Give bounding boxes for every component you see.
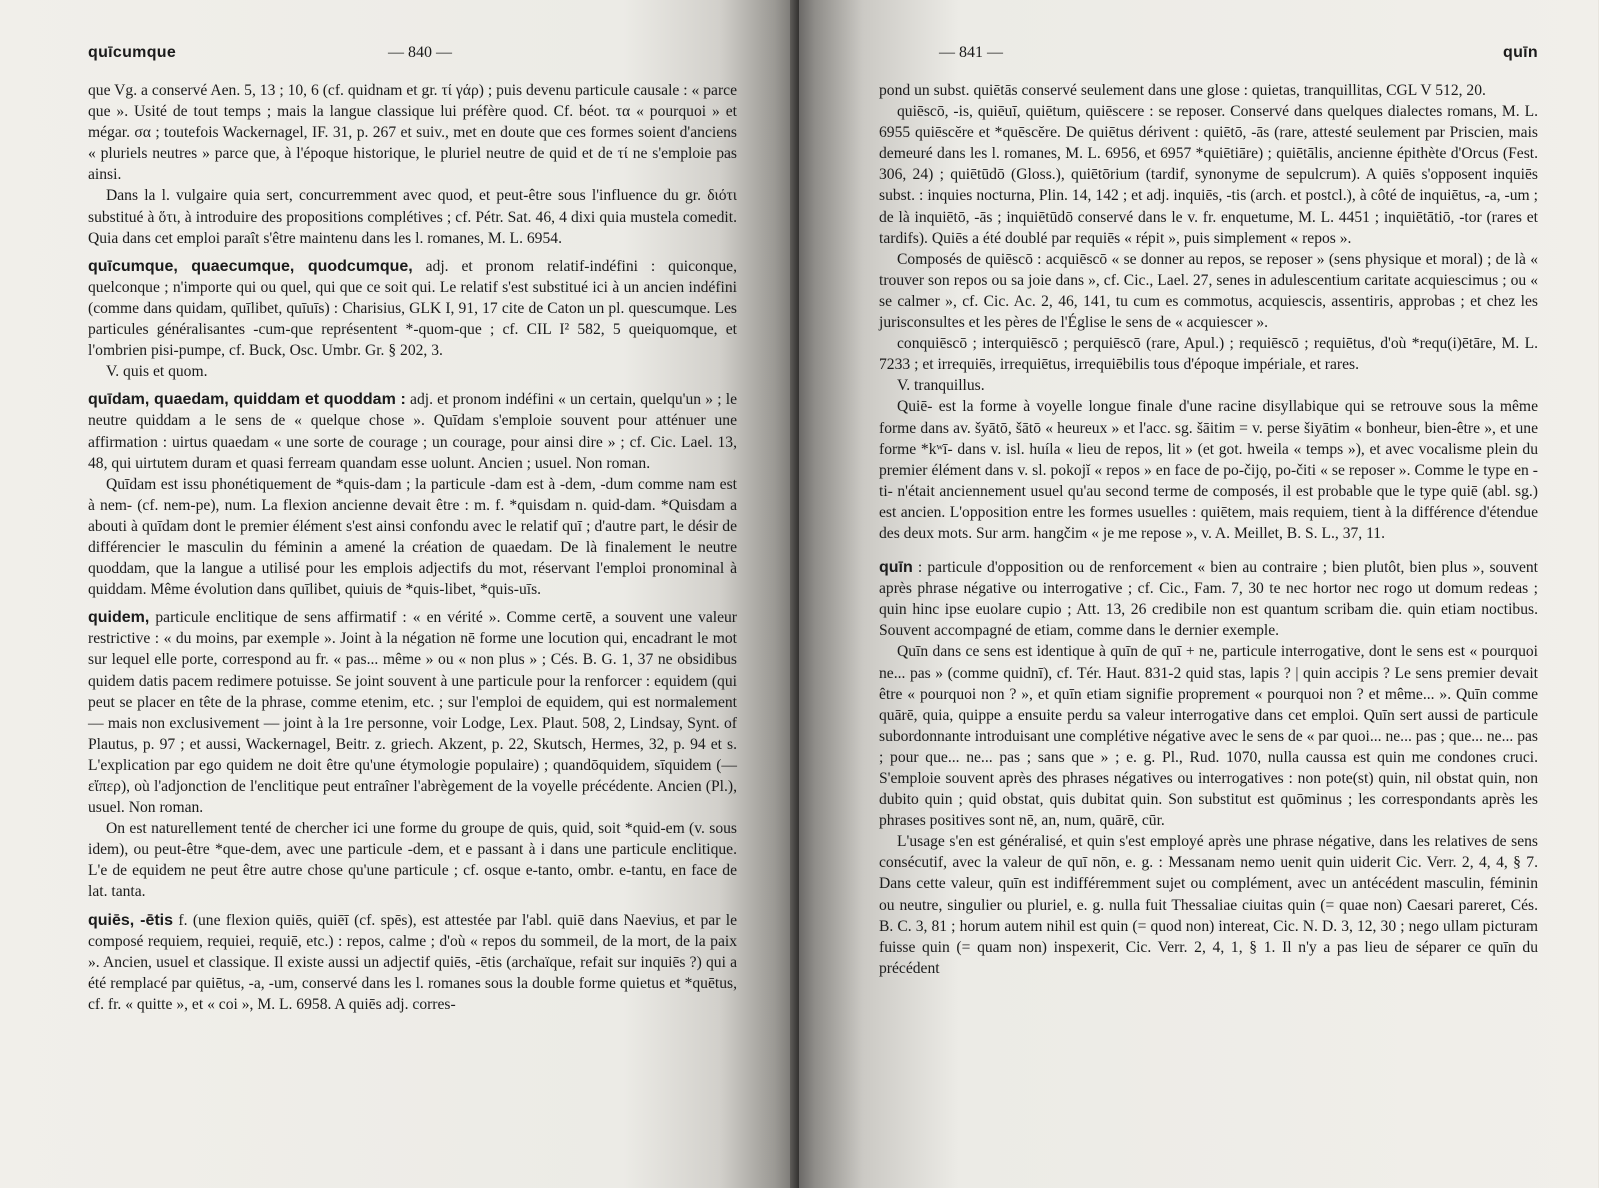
entry-lemma: quiēs, -ētis (88, 911, 174, 929)
right-running-head: quīn (1503, 44, 1538, 61)
paragraph-text: V. tranquillus. (897, 377, 985, 395)
dictionary-entry (88, 389, 737, 473)
paragraph (879, 333, 1538, 375)
entry-text: : particule d'opposition ou de renforcement « bien au contraire ; bien plutôt, bien plus », souvent après phrase négative ou interrogative ; cf. Cic., Fam. 7, 30 te nec hortor nec rogo ut domum redeas ; quin hinc ipse euolare cupio ; Att. 13, 26 credibile non est quantum scribam die. quin etiam noctibus. Souvent accompagné de etiam, comme dans le dernier exemple. (879, 559, 1538, 640)
paragraph-text: V. quis et quom. (106, 363, 208, 381)
left-header (88, 44, 737, 80)
paragraph (88, 361, 737, 382)
paragraph (879, 831, 1538, 979)
entry-lemma: quīn (879, 559, 913, 577)
paragraph (879, 375, 1538, 396)
right-header (879, 44, 1538, 80)
paragraph-text: quiēscō, -is, quiēuī, quiētum, quiēscere : se reposer. Conservé dans quelques dialectes romans, M. L. 6955 quiēscĕre et *quēscĕre. De quiētus dérivent : quiētō, -ās (rare, attesté seulement par Priscien, mais demeuré dans les l. romanes, M. L. 6956, et 6957 *quiētiāre) ; quiētālis, ancienne épithète d'Orcus (Fest. 306, 24) ; quiētūdō (Gloss.), quiētōrium (tardif, synonyme de sepulcrum). A quiēs s'opposent inquiēs subst. : inquies nocturna, Plin. 14, 142 ; et adj. inquiēs, -tis (arch. et postcl.), à côté de inquiētus, -a, -um ; de là inquiētō, -ās ; inquiētūdō conservé dans le v. fr. enquetume, M. L. 4451 ; inquiētātiō, -tor (rares et tardifs). Quiēs a été doublé par requiēs « répit », puis simplement « repos ». (879, 103, 1538, 247)
dictionary-entry (879, 557, 1538, 641)
entry-lemma: quidem, (88, 609, 150, 627)
paragraph-text: Dans la l. vulgaire quia sert, concurremment avec quod, et peut-être sous l'influence du gr. διότι substitué à ὅτι, à introduire des propositions complétives ; cf. Pétr. Sat. 46, 4 dixi quia mustela comedit. Quia dans cet emploi paraît s'être maintenu dans les l. romanes, M. L. 6954. (88, 187, 737, 247)
paragraph (879, 641, 1538, 831)
paragraph-text: conquiēscō ; interquiēscō ; perquiēscō (rare, Apul.) ; requiēscō ; requiētus, d'où *requ(i)ētāre, M. L. 7233 ; et irrequiēs, irrequiētus, irrequiēbilis tous d'époque impériale, et rares. (879, 335, 1538, 374)
paragraph (879, 101, 1538, 249)
left-running-head: quīcumque (88, 44, 177, 61)
entry-text: adj. et pronom relatif-indéfini : quiconque, quelconque ; n'importe qui ou quel, qui que ce soit qui. Le relatif s'est substitué ici à un ancien indéfini (comme dans quidam, quīlibet, quīuīs) : Charisius, GLK I, 91, 17 cite de Caton un pl. quescumque. Les particules généralisantes -cum-que représentent *-quom-que ; cf. CIL I² 582, 5 queiquomque, et l'ombrien pisi-pumpe, cf. Buck, Osc. Umbr. Gr. § 202, 3. (88, 257, 737, 360)
dictionary-entry (88, 607, 737, 818)
paragraph-text: Quiē- est la forme à voyelle longue finale d'une racine disyllabique qui se retrouve sous la même forme dans av. šyātō, šātō « heureux » et l'acc. sg. šāitim = v. perse šiyātim « bonheur, bien-être », et une forme *kʷī- dans v. isl. huíla « lieu de repos, lit » (et got. hweila « temps »), et avec vocalisme plein du premier élément dans v. sl. pokojĭ « repos » en face de po-čijǫ, po-čiti « se reposer ». Comme le type en -ti- n'était anciennement usuel qu'au second terme de composés, il est probable que le type quiē (abl. sg.) est ancien. L'opposition entre les formes usuelles : quiētem, mais requiem, tient à la différence d'étendue des deux mots. Sur arm. hangčim « je me repose », v. A. Meillet, B. S. L., 37, 11. (879, 398, 1538, 542)
paragraph (88, 185, 737, 248)
right-body (879, 80, 1538, 979)
left-body (88, 80, 737, 1015)
right-page (799, 0, 1598, 1188)
dictionary-entry (88, 256, 737, 361)
right-page-number: — 841 — (939, 44, 1003, 61)
paragraph (879, 396, 1538, 544)
left-page-number: — 840 — (388, 44, 452, 61)
dictionary-entry (88, 910, 737, 1015)
paragraph-text: que Vg. a conservé Aen. 5, 13 ; 10, 6 (cf. quidnam et gr. τί γάρ) ; puis devenu particule causale : « parce que ». Usité de tout temps ; mais la langue classique lui préfère quod. Cf. béot. τα « pourquoi » et mégar. σα ; toutefois Wackernagel, IF. 31, p. 267 et suiv., met en doute que ces formes soient d'anciens « pluriels neutres » parce que, à l'époque historique, le pluriel neutre de quid et de τί ne s'emploie pas ainsi. (88, 82, 737, 184)
paragraph-text: On est naturellement tenté de chercher ici une forme du groupe de quis, quid, soit *quid-em (v. sous idem), ou peut-être *que-dem, avec une particule -dem, et e passant à i dans une particule enclitique. L'e de equidem ne peut être autre chose qu'une particule ; cf. osque e-tanto, ombr. e-tantu, en face de lat. tanta. (88, 820, 737, 901)
paragraph-text: Composés de quiēscō : acquiēscō « se donner au repos, se reposer » (sens physique et moral) ; de là « trouver son repos ou sa joie dans », cf. Cic., Lael. 27, senes in adulescentium caritate acquiescimus ; ou « se calmer », cf. Cic. Ac. 2, 46, 141, tu cum es commotus, acquiescis, assentiris, approbas ; et chez les jurisconsultes et les pères de l'Église le sens de « acquiescer ». (879, 250, 1538, 332)
paragraph (879, 249, 1538, 333)
paragraph-text: Quīn dans ce sens est identique à quīn de quī + ne, particule interrogative, dont le sens est « pourquoi ne... pas » (comme quidnī), cf. Tér. Haut. 831-2 quid stas, lapis ? | quin accipis ? Le sens premier devait être « pourquoi non ? », et quīn etiam signifie proprement « pourquoi non ? et même... ». Quīn comme quārē, quia, quippe a ensuite perdu sa valeur interrogative dans cet emploi. Quīn sert aussi de particule subordonnante introduisant une complétive négative avec le sens de « par quoi... ne... pas ; que... ne... pas ; pour que... ne... pas ; sans que » ; e. g. Pl., Rud. 1070, nulla caussa est quin me condones cruci. S'emploie souvent après des phrases négatives ou interrogatives : non pote(st) quin, nil obstat quin, non dubito quin ; quid obstat, quis dubitat quin. Son substitut est quōminus ; les correspondants après les phrases positives sont nē, an, num, quārē, cūr. (879, 643, 1538, 830)
entry-gap (879, 544, 1538, 550)
entry-lemma: quīdam, quaedam, quiddam et quoddam : (88, 391, 406, 409)
paragraph-text: pond un subst. quiētās conservé seulement dans une glose : quietas, tranquillitas, CGL V 512, 20. (879, 82, 1486, 99)
entry-text: particule enclitique de sens affirmatif : « en vérité ». Comme certē, a souvent une valeur restrictive : « du moins, par exemple ». Joint à la négation nē forme une locution qui, encadrant le mot sur lequel elle porte, correspond au fr. « pas... même » ou « non plus » ; Cés. B. G. 1, 37 ne obsidibus quidem datis pacem redimere potuisse. Se joint souvent à une particule pour la renforcer : equidem (qui peut se placer en tête de la phrase, comme etenim, etc. ; sur l'emploi de equidem, qui est normalement — mais non exclusivement — joint à la 1re personne, voir Lodge, Lex. Plaut. 508, 2, Lindsay, Synt. of Plautus, p. 97 ; et aussi, Wackernagel, Beitr. z. griech. Akzent, p. 22, Skutsch, Hermes, 32, p. 94 et s. L'explication par ego quidem ne doit être qu'une étymologie populaire) ; quandōquidem, sīquidem (— εἴπερ), où l'adjonction de l'enclitique peut entraîner l'abrègement de la voyelle précédente. Ancien (Pl.), usuel. Non roman. (88, 609, 737, 817)
paragraph (88, 474, 737, 601)
entry-text: adj. et pronom indéfini « un certain, quelqu'un » ; le neutre quiddam a le sens de « quelque chose ». Quīdam s'emploie souvent pour atténuer une affirmation : uirtus quaedam « une sorte de courage ; un courage, pour ainsi dire » ; cf. Cic. Lael. 13, 48, qui uirtutem duram et quasi ferream quandam esse uolunt. Ancien ; usuel. Non roman. (88, 391, 737, 472)
paragraph-text: Quīdam est issu phonétiquement de *quis-dam ; la particule -dam est à -dem, -dum comme nam est à nem- (cf. nem-pe), num. La flexion ancienne devait être : m. f. *quisdam n. quid-dam. *Quisdam a abouti à quīdam dont le premier élément s'est ainsi confondu avec le relatif quī ; d'autre part, le désir de différencier le masculin du féminin a amené la création de quaedam. De là finalement le neutre quoddam, que la langue a utilisé pour les emplois adjectifs du mot, réservant l'emploi pronominal à quiddam. Même évolution dans quīlibet, quiuis de *quis-libet, *quis-uīs. (88, 475, 737, 599)
left-page (0, 0, 799, 1188)
paragraph-text: L'usage s'en est généralisé, et quin s'est employé après une phrase négative, dans les relatives de sens consécutif, avec la valeur de quī nōn, e. g. : Messanam nemo uenit quin uiderit Cic. Verr. 2, 4, 4, § 7. Dans cette valeur, quīn est indifféremment sujet ou complément, avec un antécédent masculin, féminin ou neutre, singulier ou pluriel, e. g. nulla fuit Thessaliae ciuitas quin (= quae non) Caesari pareret, Cés. B. C. 3, 81 ; horum autem nihil est quin (= quod non) intereat, Cic. N. D. 3, 12, 30 ; nego ullam picturam fuisse quin (= quam non) inspexerit, Cic. Verr. 2, 4, 1, § 1. Il n'y a pas lieu de séparer ce quīn du précédent (879, 833, 1538, 977)
paragraph (879, 80, 1538, 101)
entry-text: f. (une flexion quiēs, quiēī (cf. spēs), est attestée par l'abl. quiē dans Naevius, et par le composé requiem, requiei, requiē, etc.) : repos, calme ; d'où « repos du sommeil, de la mort, de la paix ». Ancien, usuel et classique. Il existe aussi un adjectif quiēs, -ētis (archaïque, refait sur inquiēs ?) qui a été remplacé par quiētus, -a, -um, conservé dans les l. romanes sous la double forme quietus et *quētus, cf. fr. « quitte », et « coi », M. L. 6958. A quiēs adj. corres- (88, 911, 737, 1013)
paragraph (88, 818, 737, 902)
entry-lemma: quīcumque, quaecumque, quodcumque, (88, 257, 413, 275)
paragraph (88, 80, 737, 185)
